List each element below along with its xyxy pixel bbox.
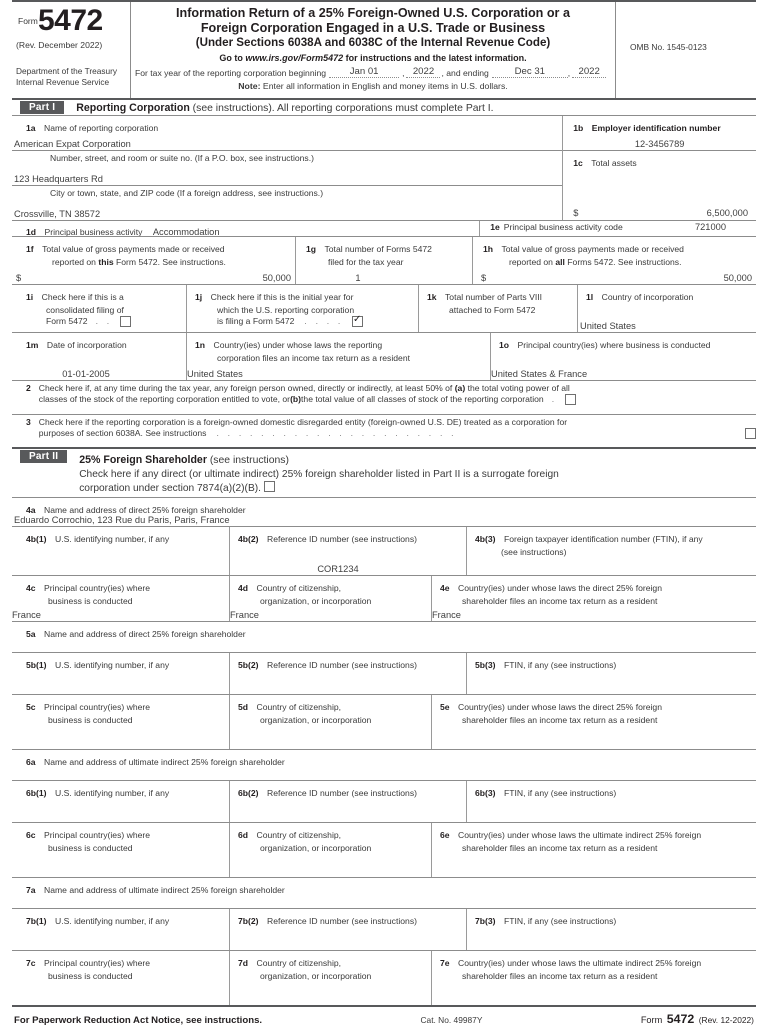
field-1h-number: 1h (483, 244, 494, 254)
issuing-agency (16, 66, 117, 88)
irs-url[interactable]: www.irs.gov/Form5472 (245, 53, 344, 63)
field-1n-value[interactable]: United States (187, 369, 243, 379)
field-1k-label-a: Total number of Parts VIII (445, 292, 542, 302)
field-1f-label-b (26, 257, 295, 268)
field-4b(2)-value[interactable]: COR1234 (317, 564, 359, 574)
line-2 (12, 380, 756, 414)
field-1e-number: 1e (490, 222, 500, 232)
row-7c (12, 950, 756, 1005)
field-1d-number: 1d (26, 227, 37, 237)
shareholder-blocks (12, 497, 756, 1005)
part-1-title: Reporting Corporation (76, 101, 190, 114)
field-1i-label-a: Check here if this is a (41, 292, 124, 302)
field-6e-label-a: Country(ies) under whose laws the ultimate indirect 25% foreign (458, 830, 702, 840)
line-3-b-label: purposes of section 6038A. See instructions (38, 428, 207, 438)
footer-form-id (641, 1010, 756, 1028)
line-3-leader-dots: . . . . . . . . . . . . . . . . . . . . . . (216, 428, 457, 438)
field-1c-value[interactable]: 6,500,000 (706, 208, 748, 218)
field-4b(3)-label-a: Foreign taxpayer identification number (FTIN), if any (504, 534, 703, 544)
field-6b(2)-label: Reference ID number (see instructions) (267, 788, 417, 798)
shareholder-block (12, 877, 756, 1005)
field-1l (577, 285, 756, 332)
field-1f-currency-symbol: $ (16, 273, 22, 283)
field-7d (229, 951, 431, 1005)
form-identity-block (12, 2, 130, 98)
line-3-text-a: Check here if the reporting corporation is a foreign-owned domestic disregarded entity (foreign-owned U.S. DE) treated as a corporation for (38, 417, 568, 427)
reporting-corp-address-group (12, 116, 562, 220)
field-city-label: City or town, state, and ZIP code (If a foreign address, see instructions.) (50, 188, 324, 198)
field-4d-label-b: organization, or incorporation (260, 596, 372, 606)
footer-form-rev: (Rev. 12-2022) (698, 1015, 754, 1025)
field-1d (12, 221, 479, 236)
field-6b(3)-number: 6b(3) (475, 788, 496, 798)
line-2-b-post: the total value of all classes of stock of the reporting corporation (301, 394, 544, 404)
surrogate-text-b: corporation under section 7874(a)(2)(B). (79, 483, 261, 494)
field-7c (12, 951, 229, 1005)
field-7b(3) (466, 909, 756, 950)
field-1g-label-b: filed for the tax year (328, 257, 404, 267)
field-1h-value[interactable]: 50,000 (723, 273, 752, 283)
field-4b(2)-number: 4b(2) (238, 534, 259, 544)
field-4d-number: 4d (238, 583, 249, 593)
field-4b(3): 4b(3) Foreign taxpayer identification number (FTIN), if any (see instructions) (466, 527, 756, 575)
field-6b(1) (12, 781, 229, 822)
field-6c-label-b: business is conducted (48, 843, 133, 853)
field-7d-label-b: organization, or incorporation (260, 971, 372, 981)
form-number: 5472 (38, 4, 103, 37)
field-5a-header (12, 622, 756, 642)
field-6a-label: Name and address of ultimate indirect 25% foreign shareholder (44, 757, 285, 767)
field-1o (490, 333, 756, 380)
field-7a-label: Name and address of ultimate indirect 25% foreign shareholder (44, 885, 285, 895)
line-2-leader-dots: . (551, 394, 558, 404)
field-6b(3)-label-a: FTIN, if any (see instructions) (504, 788, 617, 798)
field-1b (563, 116, 756, 150)
field-5b(2)-label: Reference ID number (see instructions) (267, 660, 417, 670)
field-1h-label-b-post: Forms 5472. See instructions. (564, 257, 682, 267)
field-1a-label: Name of reporting corporation (44, 123, 159, 133)
row-4c (12, 575, 756, 621)
field-5a-number: 5a (26, 629, 36, 639)
field-6d-number: 6d (238, 830, 249, 840)
field-1l-value[interactable]: United States (580, 321, 636, 331)
field-6e-label-b: shareholder files an income tax return as a resident (462, 843, 658, 853)
line-3-text-b (39, 428, 756, 439)
field-5e (431, 695, 756, 749)
surrogate-text-b-row (79, 481, 559, 497)
field-1n-label-a: Country(ies) under whose laws the reporting (213, 340, 383, 350)
field-1o-label: Principal country(ies) where business is conducted (517, 340, 711, 350)
field-1k-number: 1k (427, 292, 437, 302)
part-1-banner (12, 98, 756, 116)
field-6d (229, 823, 431, 877)
line-3-text (31, 417, 756, 447)
field-5b(3)-label-a: FTIN, if any (see instructions) (504, 660, 617, 670)
field-1c-amount-row (563, 208, 756, 218)
field-5b(2) (229, 653, 466, 694)
form-title-line-2: Foreign Corporation Engaged in a U.S. Trade or Business (200, 21, 546, 35)
field-5c-label-b: business is conducted (48, 715, 133, 725)
surrogate-checkbox[interactable] (264, 481, 275, 492)
field-4c-label-b: business is conducted (48, 596, 133, 606)
field-5c-number: 5c (26, 702, 36, 712)
field-street (12, 150, 562, 185)
field-1j (186, 285, 418, 332)
field-1j-label-c: is filing a Form 5472 (217, 316, 295, 326)
shareholder-block (12, 621, 756, 749)
field-5a (12, 621, 756, 652)
field-7e (431, 951, 756, 1005)
field-7e-number: 7e (440, 958, 450, 968)
field-4b(2) (229, 527, 466, 575)
footer-form-word: Form (640, 1015, 663, 1025)
field-1n (186, 333, 490, 380)
tax-year-prefix: For tax year of the reporting corporation beginning (135, 68, 327, 78)
row-1i-1j-1k-1l (12, 284, 756, 332)
field-5d-label-a: Country of citizenship, (256, 702, 342, 712)
field-1f-label-b-post: Form 5472. See instructions. (113, 257, 226, 267)
field-6c-label-a: Principal country(ies) where (44, 830, 151, 840)
field-1o-value[interactable]: United States & France (491, 369, 588, 379)
field-1i-number: 1i (26, 292, 34, 302)
language-note (131, 81, 615, 91)
field-1h-header (473, 237, 756, 268)
irs-website-line (131, 53, 615, 63)
form-title-block (130, 2, 616, 98)
field-1a (12, 116, 562, 150)
field-1h-label-b (483, 257, 756, 268)
field-7c-number: 7c (26, 958, 36, 968)
field-1j-checkbox[interactable] (352, 316, 363, 327)
row-6c (12, 822, 756, 877)
field-1k-label-b: attached to Form 5472 (449, 305, 536, 315)
field-1f-header (12, 237, 295, 268)
field-1f-label-a: Total value of gross payments made or received (42, 244, 225, 254)
field-7a-number: 7a (26, 885, 36, 895)
field-6e-number: 6e (440, 830, 450, 840)
field-4c (12, 576, 229, 621)
line-2-b-bold: (b) (290, 394, 302, 404)
note-bold-label: Note: (238, 81, 261, 91)
field-7d-number: 7d (238, 958, 249, 968)
field-1i-label-b: consolidated filing of (46, 305, 124, 315)
line-2-a-pre: Check here if, at any time during the tax year, any foreign person owned, directly or indirectly, at least 50% of (38, 383, 455, 393)
form-title-line-3: (Under Sections 6038A and 6038C of the Internal Revenue Code) (195, 36, 551, 49)
field-1a-header (12, 116, 562, 136)
field-5b(1)-label: U.S. identifying number, if any (55, 660, 170, 670)
field-5e-label-a: Country(ies) under whose laws the direct 25% foreign (458, 702, 662, 712)
field-7b(1)-label: U.S. identifying number, if any (55, 916, 170, 926)
field-1m-number: 1m (26, 340, 39, 350)
line-3-checkbox[interactable] (745, 428, 756, 439)
field-4e-label-a: Country(ies) under whose laws the direct 25% foreign (458, 583, 662, 593)
field-1h-label-b-pre: reported on (509, 257, 556, 267)
field-5b(3)-number: 5b(3) (475, 660, 496, 670)
goto-suffix: for instructions and the latest information. (343, 53, 527, 63)
field-7b(1) (12, 909, 229, 950)
goto-prefix: Go to (219, 53, 246, 63)
field-4b(2)-label: Reference ID number (see instructions) (267, 534, 417, 544)
field-1g-number: 1g (306, 244, 317, 254)
field-1e-label: Principal business activity code (503, 222, 623, 232)
row-1m-1n-1o (12, 332, 756, 380)
field-7b(2) (229, 909, 466, 950)
tax-year-end-field[interactable]: Dec 31 (492, 66, 568, 78)
field-6b(3) (466, 781, 756, 822)
field-1h (472, 237, 756, 284)
tax-year-begin-field[interactable]: Jan 01 (329, 66, 399, 78)
field-4d-label-a: Country of citizenship, (256, 583, 342, 593)
field-7e-label-a: Country(ies) under whose laws the ultimate indirect 25% foreign (458, 958, 702, 968)
department-label: Department of the Treasury (16, 66, 117, 76)
part-2-heading (79, 450, 559, 468)
row-1d-1e (12, 220, 756, 236)
part-1-heading (76, 102, 493, 114)
field-city (12, 185, 562, 220)
field-1b-label: Employer identification number (591, 123, 721, 133)
part-1-badge: Part I (20, 101, 64, 114)
field-4e (431, 576, 756, 621)
field-7c-label-b: business is conducted (48, 971, 133, 981)
field-5e-number: 5e (440, 702, 450, 712)
field-5b(1) (12, 653, 229, 694)
field-7b(1)-number: 7b(1) (26, 916, 47, 926)
shareholder-block (12, 497, 756, 621)
part-2-subtitle: (see instructions) (206, 455, 289, 466)
line-2-checkbox[interactable] (565, 394, 576, 405)
field-1m (12, 333, 186, 380)
field-5c (12, 695, 229, 749)
line-3-number: 3 (26, 417, 31, 427)
form-revision-date: (Rev. December 2022) (16, 40, 103, 50)
field-1o-number: 1o (499, 340, 510, 350)
part-2-banner (12, 447, 756, 497)
field-5c-label-a: Principal country(ies) where (44, 702, 151, 712)
field-1g (295, 237, 472, 284)
row-5b(1) (12, 652, 756, 694)
field-1n-label-b: corporation files an income tax return as a resident (217, 353, 410, 363)
omb-block (616, 2, 756, 98)
field-7b(2)-label: Reference ID number (see instructions) (267, 916, 417, 926)
field-1f-label-b-bold: this (98, 257, 114, 267)
field-1i-label-c-row (26, 316, 186, 327)
shareholder-block (12, 749, 756, 877)
field-5a-label: Name and address of direct 25% foreign shareholder (44, 629, 246, 639)
tax-year-line: For tax year of the reporting corporation beginning Jan 01 , 2022 , and ending Dec 31 , 2022 (131, 66, 615, 78)
field-1j-number: 1j (195, 292, 203, 302)
field-4e-number: 4e (440, 583, 450, 593)
catalog-number: Cat. No. 49987Y (420, 1015, 483, 1025)
field-6a-number: 6a (26, 757, 36, 767)
field-1i (12, 285, 186, 332)
row-1f-1g-1h (12, 236, 756, 284)
field-5b(3) (466, 653, 756, 694)
surrogate-text-a: Check here if any direct (or ultimate indirect) 25% foreign shareholder listed in Part II is a surrogate foreign (79, 469, 559, 480)
form-title-line-1: Information Return of a 25% Foreign-Owned U.S. Corporation or a (176, 6, 570, 20)
field-1j-leader-dots: . . . . (304, 316, 344, 326)
field-4a-number: 4a (26, 505, 36, 515)
field-7c-label-a: Principal country(ies) where (44, 958, 151, 968)
field-1g-label-a: Total number of Forms 5472 (324, 244, 432, 254)
field-7b(3)-label-a: FTIN, if any (see instructions) (504, 916, 617, 926)
form-footer (12, 1005, 756, 1028)
field-7b(2)-number: 7b(2) (238, 916, 259, 926)
part-2-title: 25% Foreign Shareholder (79, 454, 207, 466)
field-4b(3)-number: 4b(3) (475, 534, 496, 544)
field-5d-number: 5d (238, 702, 249, 712)
field-6b(1)-label: U.S. identifying number, if any (55, 788, 170, 798)
field-7b(3)-number: 7b(3) (475, 916, 496, 926)
field-1f-number: 1f (26, 244, 34, 254)
field-1f (12, 237, 295, 284)
field-7a (12, 877, 756, 908)
field-6c (12, 823, 229, 877)
note-text: Enter all information in English and money items in U.S. dollars. (260, 81, 508, 91)
row-6b(1) (12, 780, 756, 822)
line-2-number: 2 (26, 383, 31, 393)
field-1b-value[interactable]: 12-3456789 (634, 139, 685, 149)
field-6a-header (12, 750, 756, 770)
field-1n-number: 1n (195, 340, 206, 350)
field-1h-label-b-bold: all (555, 257, 565, 267)
field-1c (563, 150, 756, 219)
row-4b(1) (12, 526, 756, 575)
field-6a (12, 749, 756, 780)
field-4a-value[interactable]: Eduardo Corrochio, 123 Rue du Paris, Paris, France (14, 515, 230, 525)
tax-year-end-year-field[interactable]: 2022 (572, 66, 606, 78)
field-5d-label-b: organization, or incorporation (260, 715, 372, 725)
field-6c-number: 6c (26, 830, 36, 840)
field-1l-number: 1l (586, 292, 594, 302)
ein-assets-group (562, 116, 756, 220)
field-4d-value[interactable]: France (230, 610, 259, 620)
field-1l-label: Country of incorporation (601, 292, 694, 302)
form-word-label: Form (18, 16, 38, 26)
field-1c-currency-symbol: $ (573, 208, 579, 218)
field-6e (431, 823, 756, 877)
omb-number: OMB No. 1545-0123 (630, 42, 707, 52)
field-5b(2)-number: 5b(2) (238, 660, 259, 670)
field-4b(1)-number: 4b(1) (26, 534, 47, 544)
field-4e-label-b: shareholder files an income tax return as a resident (462, 596, 658, 606)
field-1g-value[interactable]: 1 (355, 273, 361, 283)
service-label: Internal Revenue Service (16, 77, 110, 87)
line-2-a-bold: (a) (454, 383, 466, 393)
field-1a-number: 1a (26, 123, 36, 133)
field-1e-value[interactable]: 721000 (694, 222, 726, 232)
form-header (12, 0, 756, 98)
line-2-text (31, 383, 756, 414)
field-1h-currency-symbol: $ (481, 273, 487, 283)
field-1f-label-b-pre: reported on (52, 257, 99, 267)
field-4a-label: Name and address of direct 25% foreign shareholder (44, 505, 246, 515)
field-4c-number: 4c (26, 583, 36, 593)
field-1h-label-a: Total value of gross payments made or received (501, 244, 684, 254)
tax-year-begin-year-field[interactable]: 2022 (406, 66, 440, 78)
field-street-value[interactable]: 123 Headquarters Rd (14, 174, 103, 184)
row-5c (12, 694, 756, 749)
field-7e-label-b: shareholder files an income tax return as a resident (462, 971, 658, 981)
field-6d-label-b: organization, or incorporation (260, 843, 372, 853)
field-4a (12, 497, 756, 526)
field-4b(1) (12, 527, 229, 575)
part-2-badge: Part II (20, 450, 67, 463)
field-6b(2) (229, 781, 466, 822)
field-5d (229, 695, 431, 749)
footer-form-number: 5472 (666, 1012, 695, 1026)
field-1f-value[interactable]: 50,000 (262, 273, 291, 283)
field-1c-header (563, 151, 756, 171)
field-1e (479, 221, 756, 236)
field-1d-label: Principal business activity (44, 227, 143, 237)
line-2-b-pre: classes of the stock of the reporting corporation entitled to vote, or (38, 394, 291, 404)
field-1i-label-c: Form 5472 (46, 316, 88, 326)
field-4b(1)-label: U.S. identifying number, if any (55, 534, 170, 544)
field-1i-checkbox[interactable] (120, 316, 131, 327)
field-6d-label-a: Country of citizenship, (256, 830, 342, 840)
field-4e-value[interactable]: France (432, 610, 461, 620)
field-4d (229, 576, 431, 621)
field-1c-label: Total assets (591, 158, 637, 168)
field-city-value[interactable]: Crossville, TN 38572 (14, 209, 101, 219)
row-7b(1) (12, 908, 756, 950)
line-2-a-post: the total voting power of all (465, 383, 570, 393)
field-1a-value[interactable]: American Expat Corporation (14, 139, 131, 149)
field-1f-amount-row (12, 273, 295, 283)
field-1c-number: 1c (573, 158, 583, 168)
field-1j-label-c-row (195, 316, 418, 327)
line-2-text-a (39, 383, 756, 394)
line-3 (12, 414, 756, 447)
field-4c-value[interactable]: France (12, 610, 41, 620)
line-2-text-b (39, 394, 756, 405)
field-1i-leader-dots: . . (95, 316, 113, 326)
part-2-heading-group (79, 449, 559, 497)
field-1m-value[interactable]: 01-01-2005 (62, 369, 110, 379)
field-1m-label: Date of incorporation (46, 340, 127, 350)
field-1g-header (296, 237, 472, 268)
field-6b(1)-number: 6b(1) (26, 788, 47, 798)
field-1j-label-a: Check here if this is the initial year for (210, 292, 354, 302)
field-1b-header (563, 116, 756, 136)
paperwork-notice: For Paperwork Reduction Act Notice, see instructions. (14, 1015, 263, 1026)
field-1k (418, 285, 577, 332)
field-7d-label-a: Country of citizenship, (256, 958, 342, 968)
field-1j-label-b: which the U.S. reporting corporation (217, 305, 355, 315)
field-4c-label-a: Principal country(ies) where (44, 583, 151, 593)
part-1-subtitle: (see instructions). All reporting corporations must complete Part I. (189, 102, 494, 114)
field-6b(2)-number: 6b(2) (238, 788, 259, 798)
field-5e-label-b: shareholder files an income tax return as a resident (462, 715, 658, 725)
field-1d-value[interactable]: Accommodation (152, 227, 220, 237)
row-1a-1b (12, 116, 756, 220)
field-7a-header (12, 878, 756, 898)
field-street-label: Number, street, and room or suite no. (If a P.O. box, see instructions.) (50, 153, 314, 163)
field-5b(1)-number: 5b(1) (26, 660, 47, 670)
field-1b-number: 1b (573, 123, 584, 133)
tax-year-mid: , and ending (441, 68, 489, 78)
field-1h-amount-row (473, 273, 756, 283)
